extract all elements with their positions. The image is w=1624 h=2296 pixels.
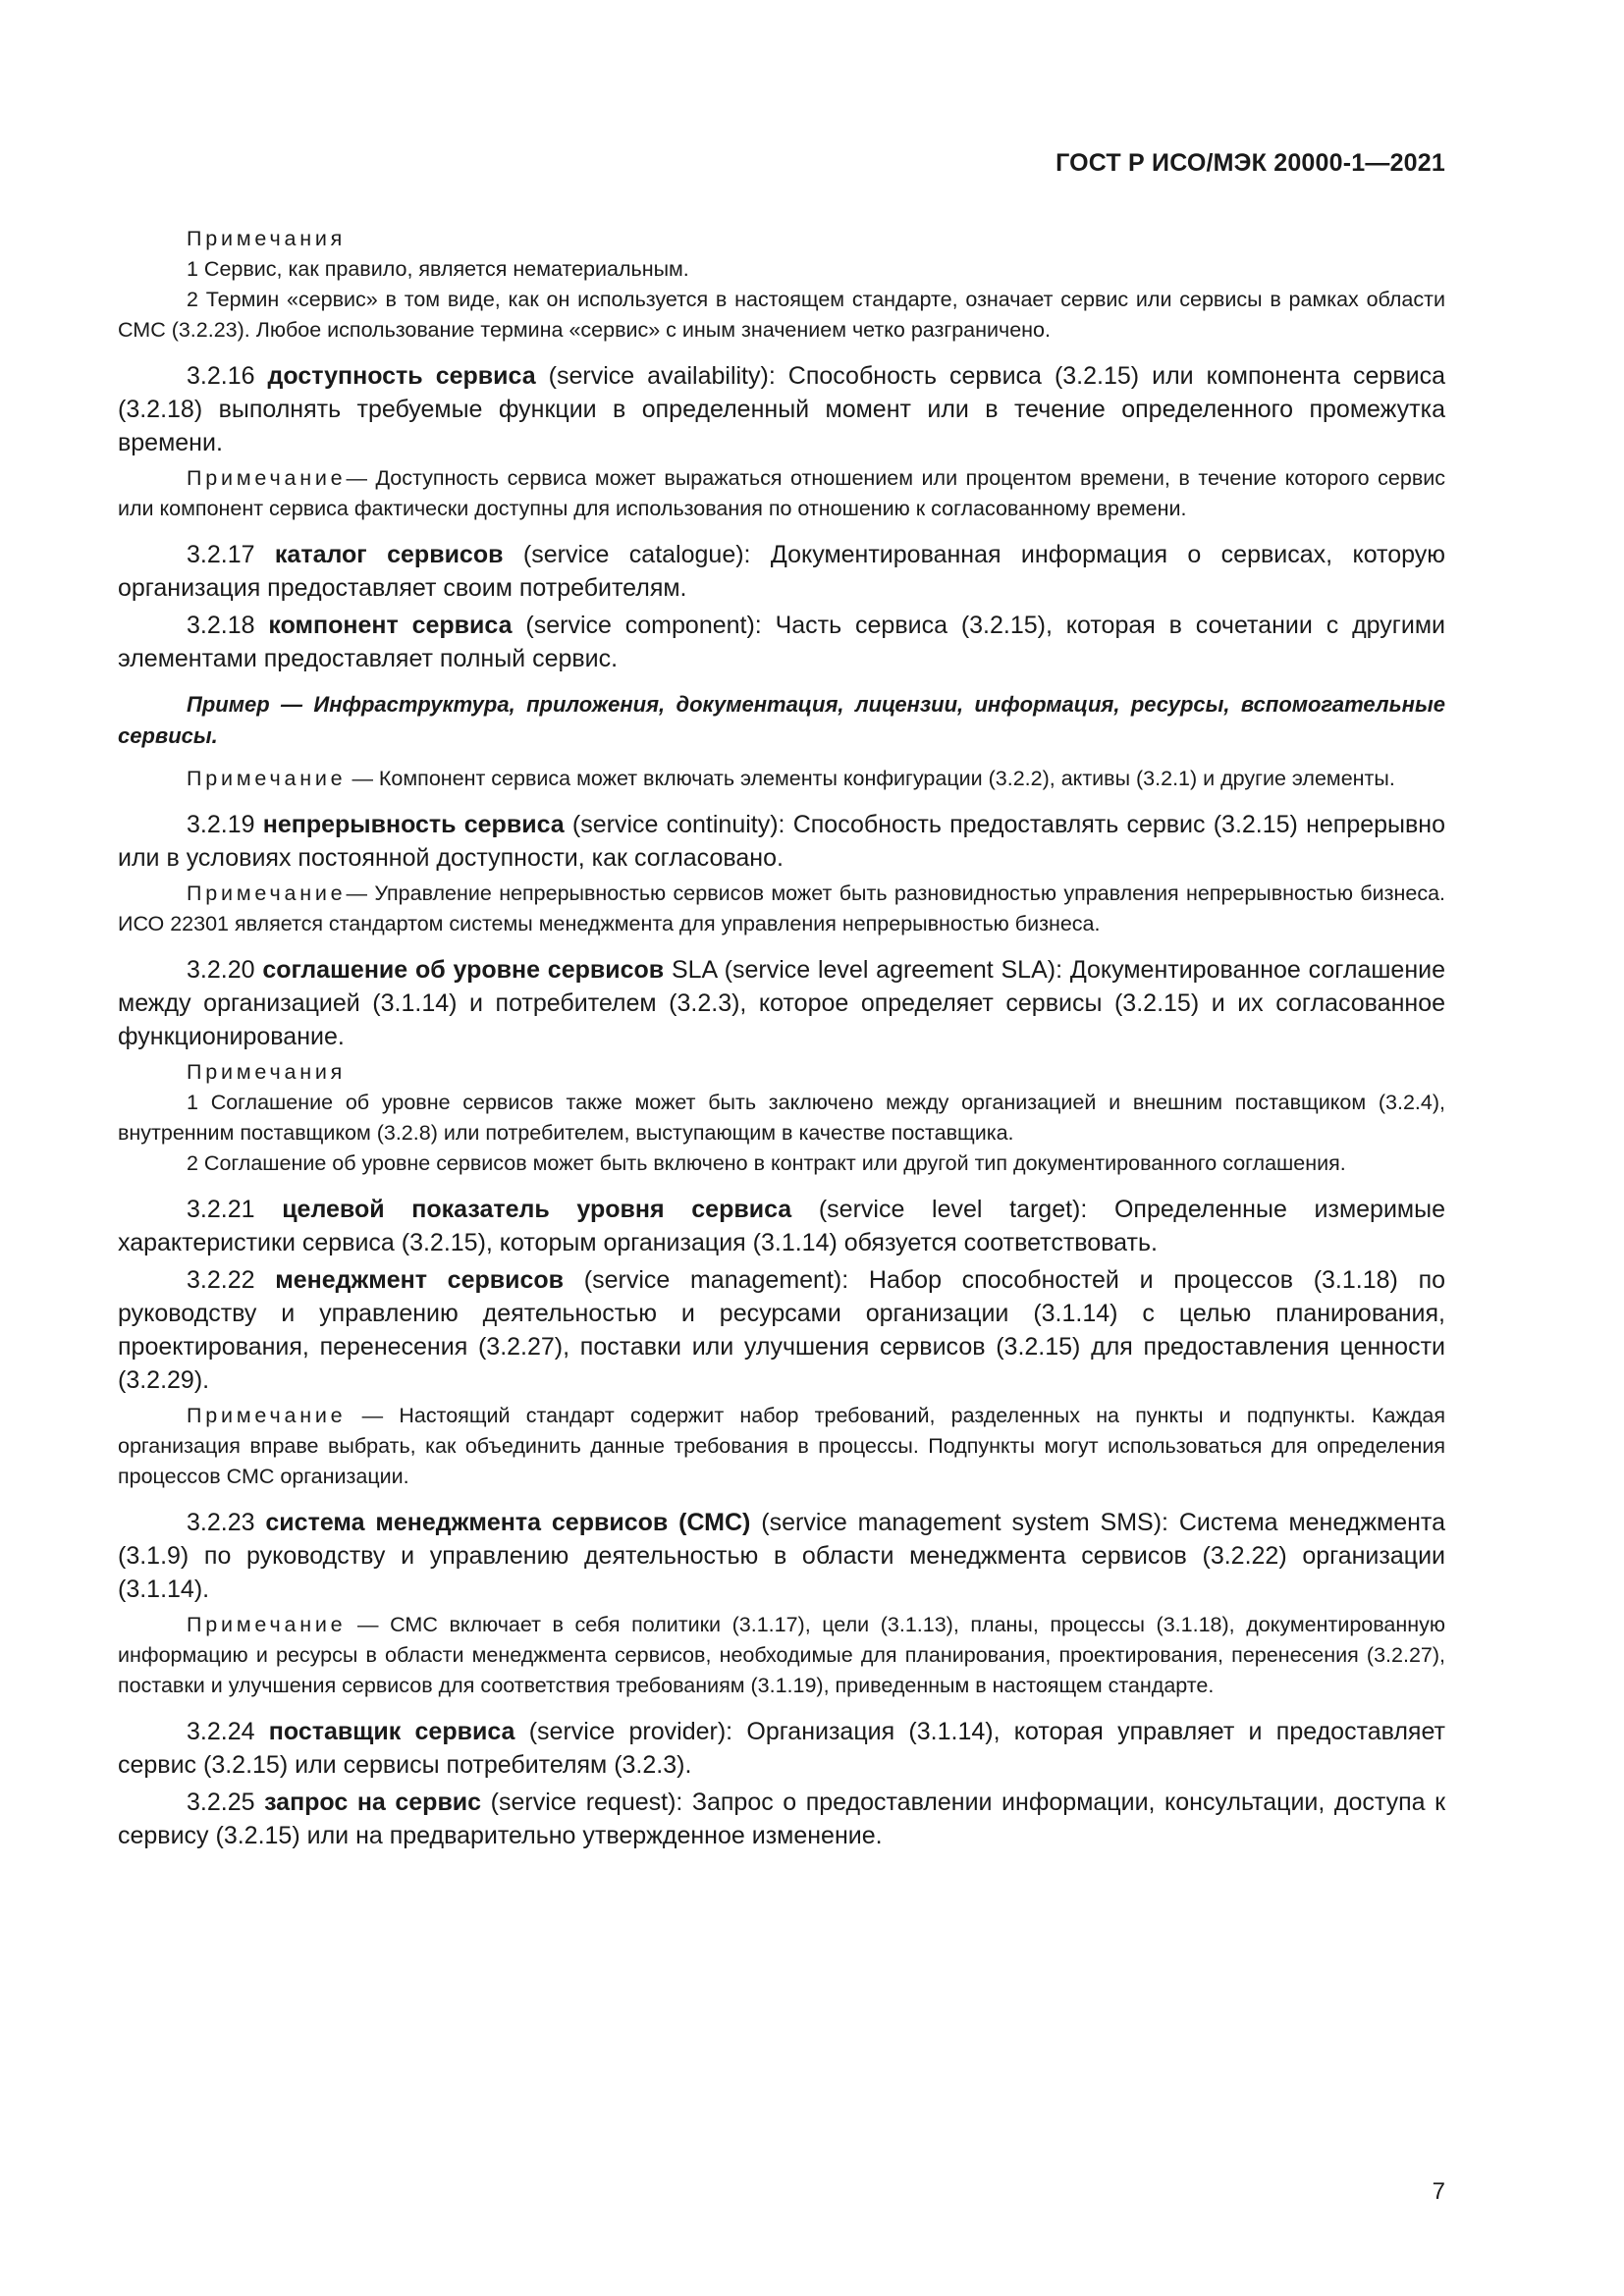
document-code: ГОСТ Р ИСО/МЭК 20000-1—2021 [1056, 149, 1445, 177]
notes-heading: Примечания [187, 227, 347, 250]
term-3-2-21: 3.2.21 целевой показатель уровня сервиса (service level target): Определенные измеримые характеристики сервиса (3.2.15), которым организация (3.1.14) обязуется соответствовать. [118, 1196, 1445, 1256]
note-item: 1 Соглашение об уровне сервисов также может быть заключено между организацией и внешним поставщиком (3.2.4), внутренним поставщиком (3.2.8) или потребителем, выступающим в качестве поставщика. [118, 1091, 1445, 1145]
term-name: запрос на сервис [264, 1789, 482, 1816]
term-3-2-16: 3.2.16 доступность сервиса (service availability): Способность сервиса (3.2.15) или компонента сервиса (3.2.18) выполнять требуемые функции в определенный момент или в течение определенного промежутка времени. [118, 362, 1445, 456]
notes-top [118, 224, 1445, 346]
term-3-2-22: 3.2.22 менеджмент сервисов (service management): Набор способностей и процессов (3.1.18) по руководству и управлению деятельностью и ресурсами организации (3.1.14) с целью планирования, проектирования, перенесения (3.2.27), поставки или улучшения сервисов (3.2.15) для предоставления ценности (3.2.29). [118, 1266, 1446, 1394]
term-3-2-24: 3.2.24 поставщик сервиса (service provider): Организация (3.1.14), которая управляет и предоставляет сервис (3.2.15) или сервисы потребителям (3.2.3). [118, 1718, 1445, 1779]
term-3-2-20: 3.2.20 соглашение об уровне сервисов SLA (service level agreement SLA): Документированное соглашение между организацией (3.1.14) и потребителем (3.2.3), которое определяет сервисы (3.2.15) и их согласованное функционирование. [118, 956, 1445, 1050]
term-3-2-17: 3.2.17 каталог сервисов (service catalogue): Документированная информация о сервисах, которую организация предоставляет своим потребителям. [118, 541, 1445, 602]
term-name: соглашение об уровне сервисов [262, 956, 665, 984]
note-3-2-22: Примечание — Настоящий стандарт содержит набор требований, разделенных на пункты и подпункты. Каждая организация вправе выбрать, как объединить данные требования в процессы. Подпункты могут использоваться для определения процессов СМС организации. [118, 1404, 1445, 1488]
note-item: 2 Термин «сервис» в том виде, как он используется в настоящем стандарте, означает сервис или сервисы в рамках области СМС (3.2.23). Любое использование термина «сервис» с иным значением четко разграничено. [118, 288, 1445, 342]
note-3-2-23: Примечание — СМС включает в себя политики (3.1.17), цели (3.1.13), планы, процессы (3.1.18), документированную информацию и ресурсы в области менеджмента сервисов, необходимые для планирования, проектирования, перенесения (3.2.27), поставки и улучшения сервисов для соответствия требованиям (3.1.19), приведенным в настоящем стандарте. [118, 1613, 1445, 1697]
term-name: компонент сервиса [268, 612, 513, 639]
note-3-2-18: Примечание — Компонент сервиса может включать элементы конфигурации (3.2.2), активы (3.2.1) и другие элементы. [187, 767, 1395, 790]
term-3-2-18: 3.2.18 компонент сервиса (service component): Часть сервиса (3.2.15), которая в сочетании с другими элементами предоставляет полный сервис. [118, 612, 1446, 672]
example-3-2-18: Пример — Инфраструктура, приложения, документация, лицензии, информация, ресурсы, вспомогательные сервисы. [118, 692, 1445, 748]
term-3-2-25: 3.2.25 запрос на сервис (service request): Запрос о предоставлении информации, консультации, доступа к сервису (3.2.15) или на предварительно утвержденное изменение. [118, 1789, 1446, 1849]
term-3-2-19: 3.2.19 непрерывность сервиса (service continuity): Способность предоставлять сервис (3.2.15) непрерывно или в условиях постоянной доступности, как согласовано. [118, 811, 1445, 872]
page-number: 7 [1432, 2178, 1445, 2205]
note-item: 2 Соглашение об уровне сервисов может быть включено в контракт или другой тип документированного соглашения. [187, 1151, 1346, 1175]
term-name: каталог сервисов [274, 541, 504, 568]
note-item: 1 Сервис, как правило, является нематериальным. [187, 257, 689, 281]
term-name: поставщик сервиса [268, 1718, 515, 1745]
page-content [118, 224, 1445, 1856]
notes-3-2-20: Примечания 1 Соглашение об уровне сервисов также может быть заключено между организацией и внешним поставщиком (3.2.4), внутренним поставщиком (3.2.8) или потребителем, выступающим в качестве поставщика. 2 Соглашение об уровне сервисов может быть включено в контракт или другой тип документированного соглашения. [118, 1057, 1445, 1179]
term-name: система менеджмента сервисов (СМС) [265, 1509, 751, 1536]
term-name: доступность сервиса [267, 362, 536, 390]
term-name: целевой показатель уровня сервиса [282, 1196, 792, 1223]
note-3-2-16: Примечание— Доступность сервиса может выражаться отношением или процентом времени, в течение которого сервис или компонент сервиса фактически доступны для использования по отношению к согласованному времени. [118, 466, 1445, 520]
term-3-2-23: 3.2.23 система менеджмента сервисов (СМС) (service management system SMS): Система менеджмента (3.1.9) по руководству и управлению деятельностью в области менеджмента сервисов (3.2.22) организации (3.1.14). [118, 1509, 1445, 1603]
term-name: непрерывность сервиса [262, 811, 565, 838]
note-3-2-19: Примечание— Управление непрерывностью сервисов может быть разновидностью управления непрерывностью бизнеса. ИСО 22301 является стандартом системы менеджмента для управления непрерывностью бизнеса. [118, 881, 1445, 935]
term-name: менеджмент сервисов [275, 1266, 565, 1294]
